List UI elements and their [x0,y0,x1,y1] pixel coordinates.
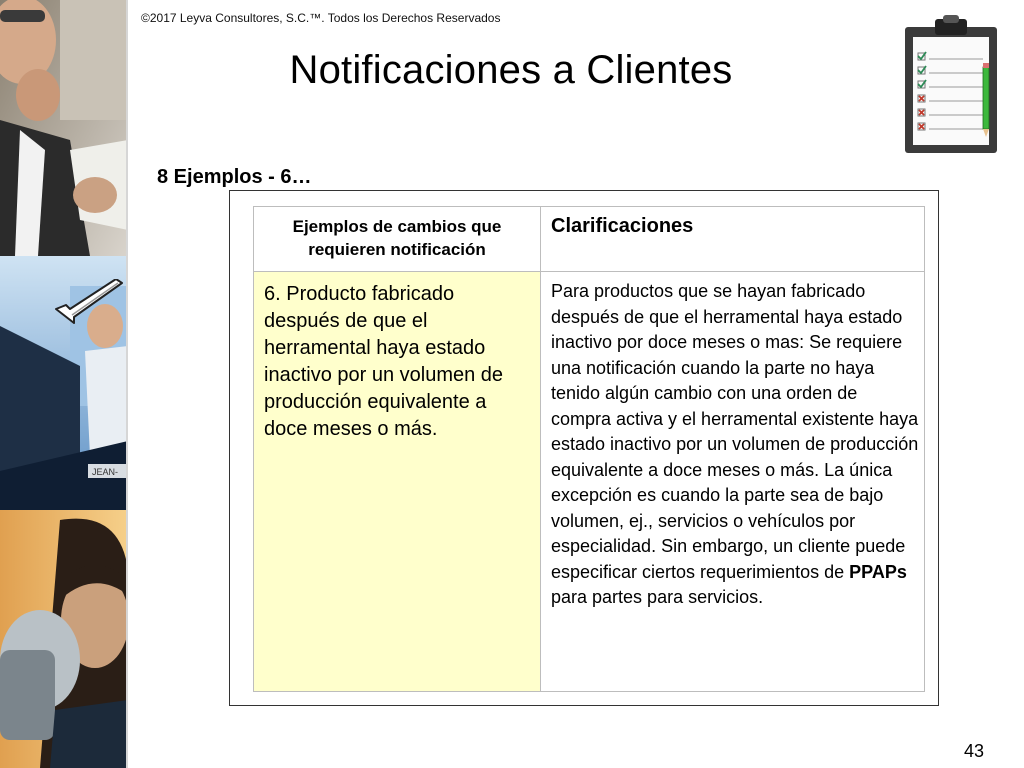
column-header-clarifications: Clarificaciones [541,207,924,272]
clarification-text-end: para partes para servicios. [551,587,764,607]
photo-man-reading [0,0,128,256]
column-header-examples: Ejemplos de cambios que requieren notificación [254,207,541,272]
section-subtitle: 8 Ejemplos - 6… [157,166,312,188]
clarification-text: Para productos que se hayan fabricado después de que el herramental haya estado inactivo por doce meses o mas: Se requiere una notificación cuando la parte no haya tenido algún cambio con una orden de compra activa y el herramental existente haya estado inactivo por un volumen de producción equivalente a doce meses o más. La única excepción es cuando la parte sea de bajo volumen, ej., servicios o vehículos por especialidad. Sin embargo, un cliente puede especificar ciertos requerimientos de [551,281,919,582]
slide-title: Notificaciones a Clientes [289,48,733,92]
strip-divider [126,0,128,768]
photo-label: JEAN- [92,467,119,477]
copyright-notice: ©2017 Leyva Consultores, S.C.™. Todos los Derechos Reservados [141,11,501,25]
cursor-arrow-icon [54,279,126,327]
ppaps-term: PPAPs [849,561,907,582]
photo-man-on-phone [0,510,128,768]
clarifications-table [253,206,925,692]
photo-strip [0,0,128,768]
example-cell: 6. Producto fabricado después de que el herramental haya estado inactivo por un volumen de producción equivalente a doce meses o más. [254,272,541,691]
clipboard-checklist-icon [903,15,999,155]
page-number: 43 [964,741,985,761]
clarification-cell [541,272,924,611]
